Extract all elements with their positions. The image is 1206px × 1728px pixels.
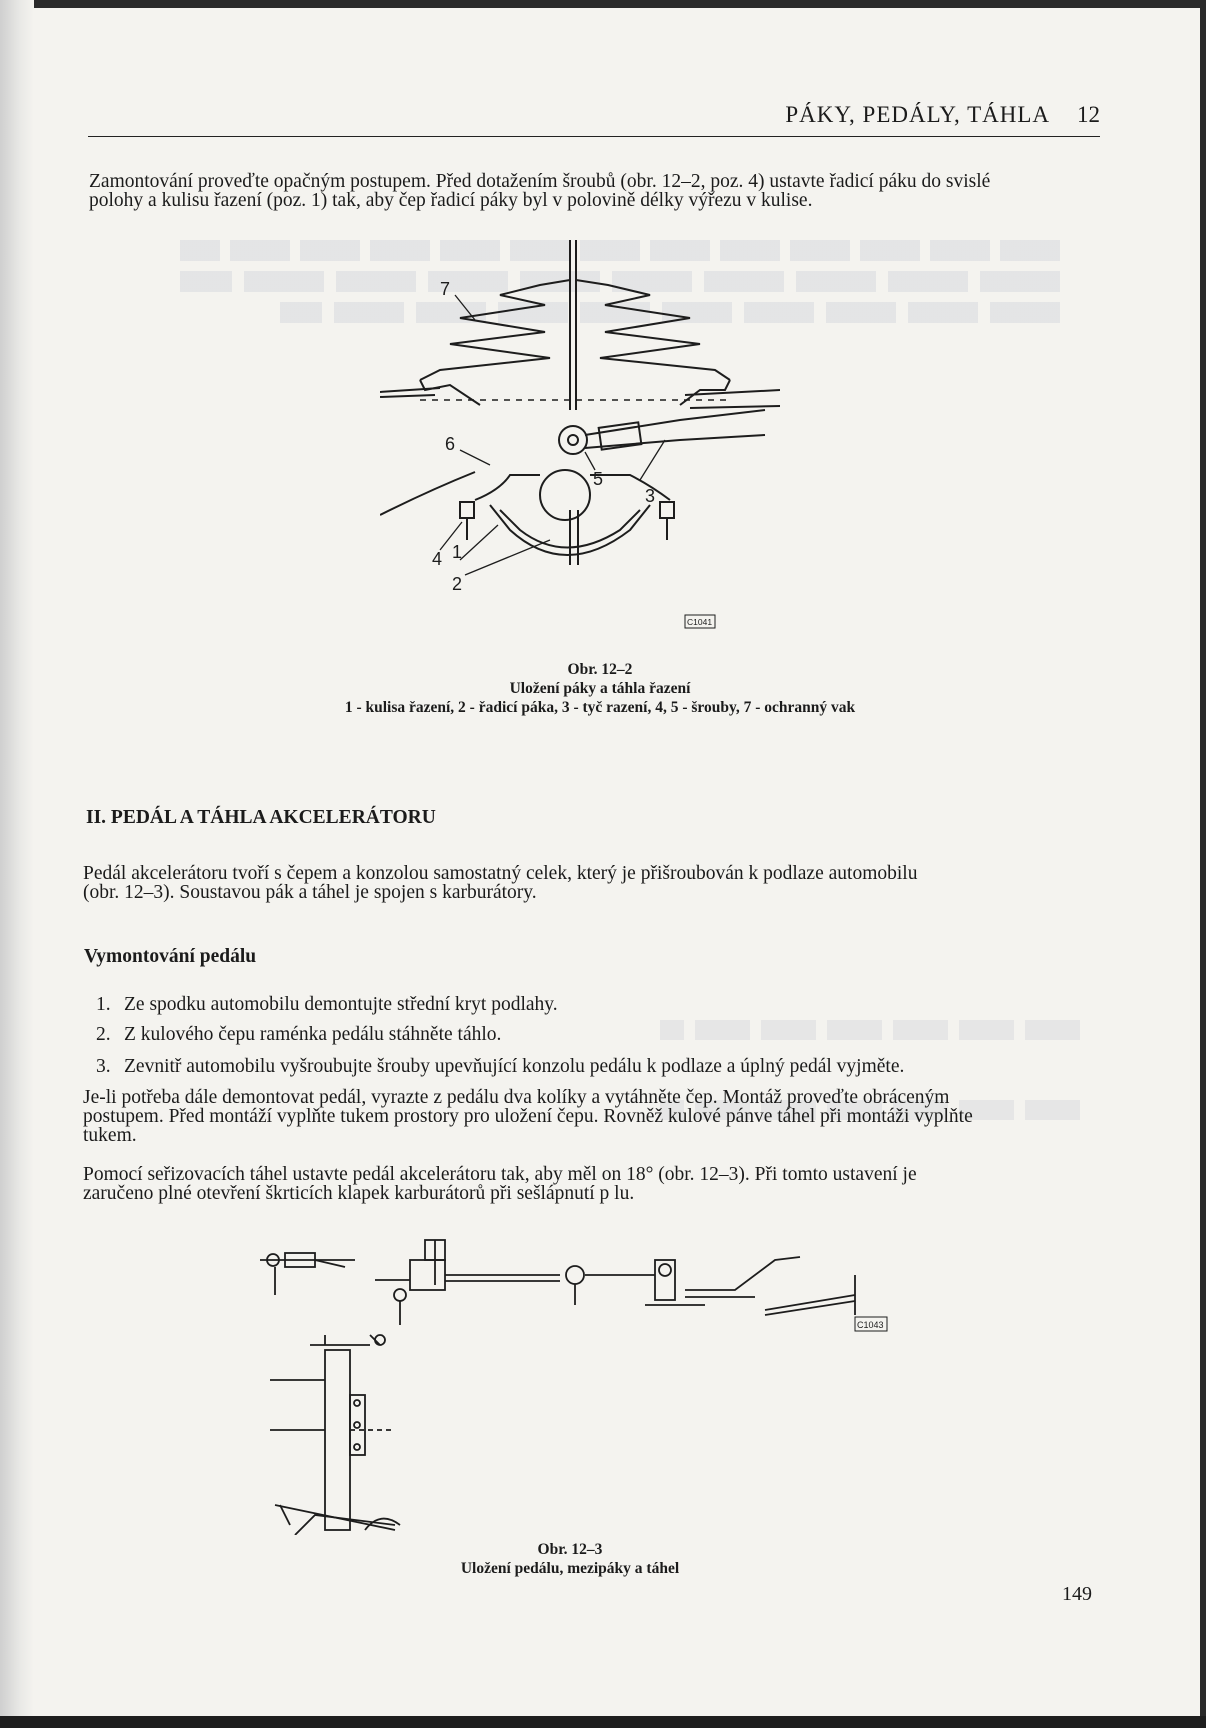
chapter-number: 12 [1077,102,1100,127]
figure-12-2-drawing [380,240,780,640]
seizeni-paragraph [83,1165,1123,1203]
figure-12-3-caption [420,1540,720,1578]
step-2-number: 2. [96,1024,111,1045]
callout-3: 3 [645,486,656,506]
intro-line-1: Zamontování proveďte opačným postupem. Před dotažením šroubů (obr. 12–2, poz. 4) ustavte řadicí páku do svislé [89,171,991,192]
montaz-paragraph [83,1088,1123,1145]
figure-12-2-caption [270,660,930,717]
step-3-number: 3. [96,1056,111,1077]
callout-5: 5 [593,469,604,489]
callout-1: 1 [452,542,463,562]
callout-4: 4 [432,549,443,569]
montaz-line-2: postupem. Před montáží vyplňte tukem prostory pro uložení čepu. Rovněž kulové pánve táhel při montáži vyplňte [83,1106,973,1127]
figure-12-2-code: C1041 [687,617,713,627]
figure-12-2-title: Uložení páky a táhla řazení [509,680,691,697]
callout-2: 2 [452,574,463,594]
page-number: 149 [1062,1583,1092,1605]
step-3-text: Zevnitř automobilu vyšroubujte šrouby upevňující konzolu pedálu k podlaze a úplný pedál vyjměte. [124,1056,905,1077]
vymontovani-subheading: Vymontování pedálu [84,946,257,967]
section-title: PÁKY, PEDÁLY, TÁHLA [785,102,1050,127]
step-1 [96,994,558,1016]
callout-7: 7 [440,279,451,299]
montaz-line-3: tukem. [83,1125,137,1146]
seizeni-line-2: zaručeno plné otevření škrticích klapek karburátorů při sešlápnutí p lu. [83,1183,635,1204]
step-3 [96,1056,904,1078]
montaz-line-1: Je-li potřeba dále demontovat pedál, vyrazte z pedálu dva kolíky a vytáhněte čep. Montáž proveďte obráceným [83,1087,950,1108]
section-ii-line-2: (obr. 12–3). Soustavou pák a táhel je spojen s karburátory. [83,882,537,903]
section-ii-line-1: Pedál akcelerátoru tvoří s čepem a konzolou samostatný celek, který je přišroubován k podlaze automobilu [83,863,918,884]
running-header [88,102,1100,137]
step-2 [96,1024,501,1046]
figure-12-3-drawing [255,1235,895,1535]
section-ii-heading: II. PEDÁL A TÁHLA AKCELERÁTORU [86,807,436,828]
callout-6: 6 [445,434,456,454]
step-1-text: Ze spodku automobilu demontujte střední kryt podlahy. [124,994,558,1015]
section-ii-paragraph [83,864,1123,902]
step-2-text: Z kulového čepu raménka pedálu stáhněte táhlo. [124,1024,502,1045]
figure-12-3-title: Uložení pedálu, mezipáky a táhel [460,1560,680,1577]
intro-line-2: polohy a kulisu řazení (poz. 1) tak, aby čep řadicí páky byl v polovině délky výřezu v kulise. [89,190,813,211]
figure-12-3-code: C1043 [857,1320,884,1330]
figure-12-2-number: Obr. 12–2 [567,661,633,678]
step-1-number: 1. [96,994,111,1015]
intro-paragraph [89,172,1119,210]
seizeni-line-1: Pomocí seřizovacích táhel ustavte pedál akcelerátoru tak, aby měl on 18° (obr. 12–3). Při tomto ustavení je [83,1164,917,1185]
figure-12-2-legend: 1 - kulisa řazení, 2 - řadicí páka, 3 - tyč razení, 4, 5 - šrouby, 7 - ochranný vak [344,699,856,716]
figure-12-3-number: Obr. 12–3 [537,1541,603,1558]
